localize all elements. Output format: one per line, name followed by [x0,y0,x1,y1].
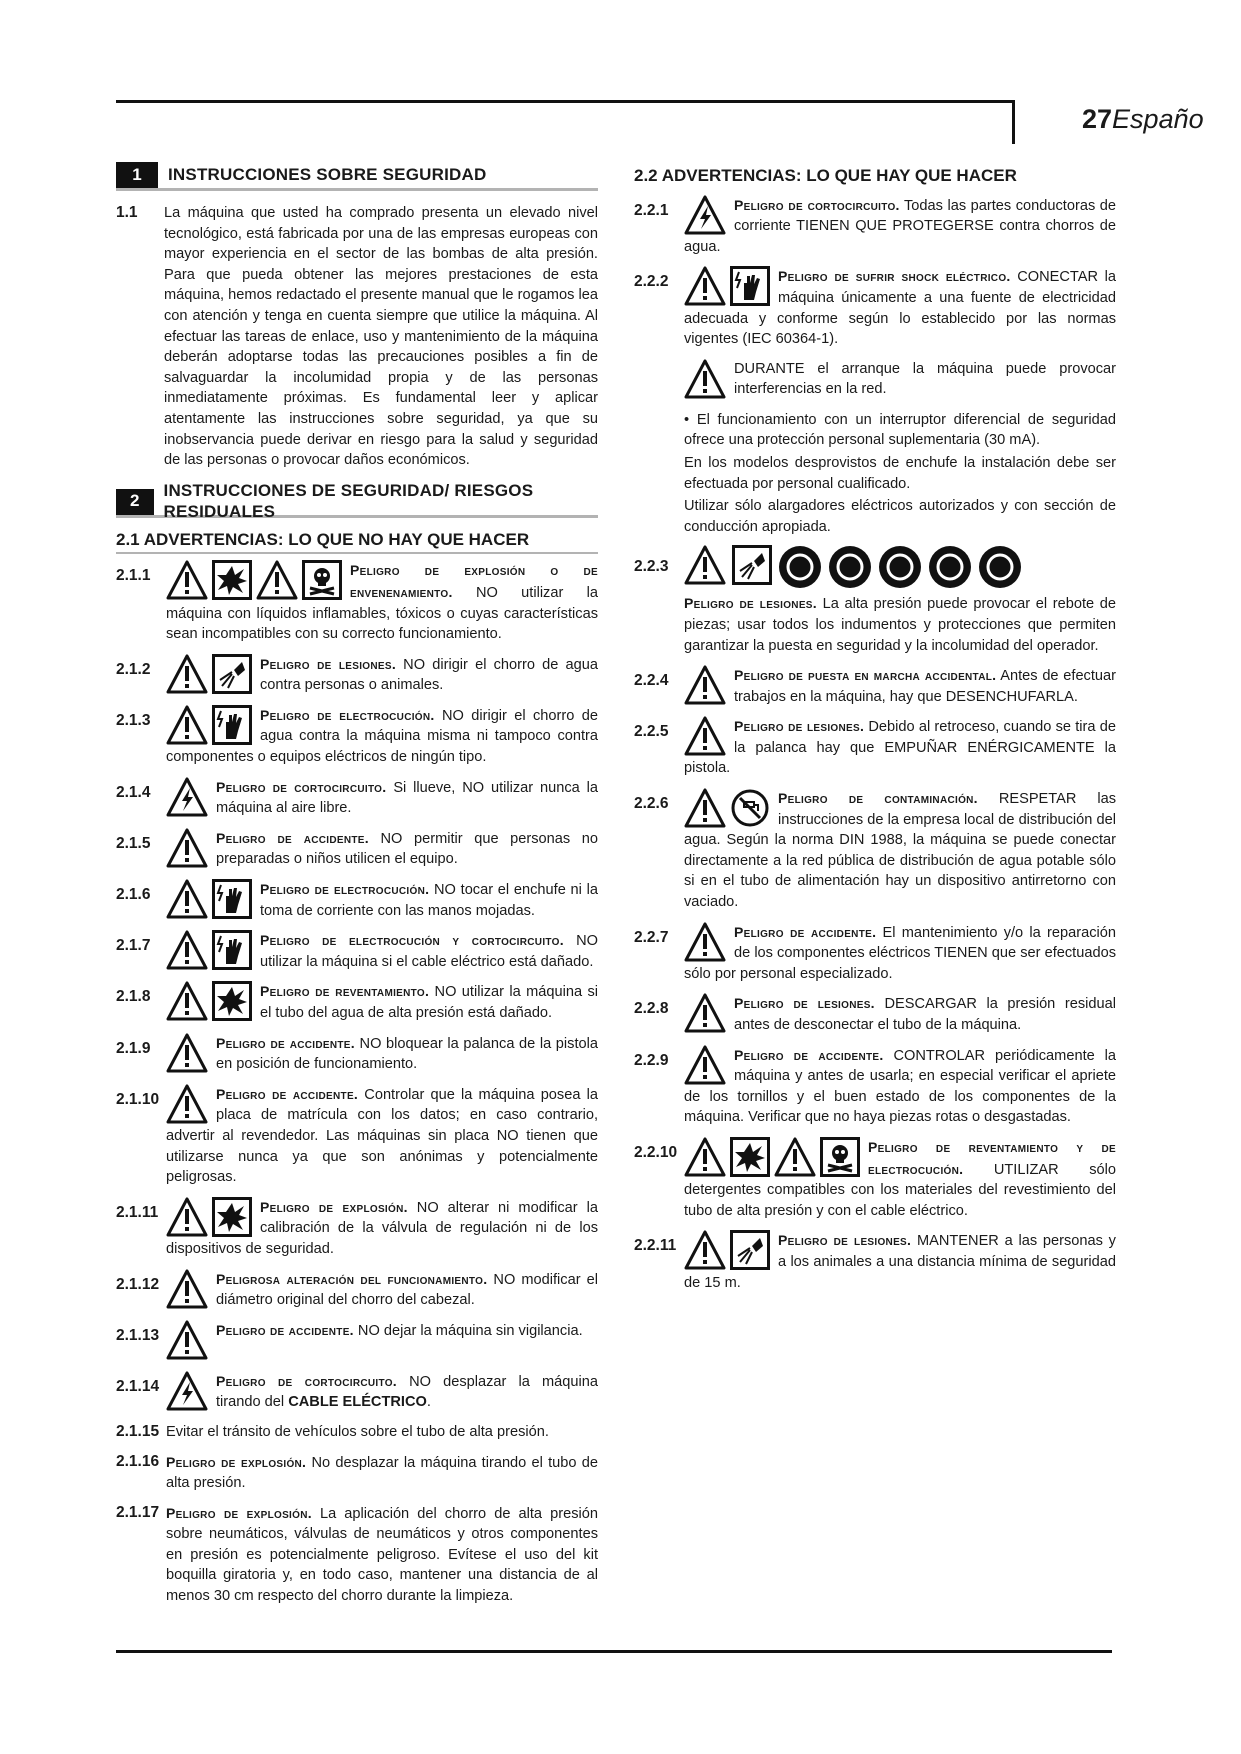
warning-item [116,777,598,819]
warning-item [116,930,598,972]
item-number: 2.1.4 [116,783,151,801]
electric-hand-icon [212,879,252,919]
item-number: 2.1.5 [116,834,151,852]
warning-item [634,195,1116,258]
item-number: 2.2.5 [634,723,669,741]
item-number: 2.1.8 [116,988,151,1006]
explosion-icon [730,1137,770,1177]
hazard-icons [684,1137,860,1177]
hazard-label: Peligro de explosión. [260,1198,408,1215]
bullet-note: • El funcionamiento con un interruptor diferencial de seguridad ofrece una protección personal suplementaria (30 mA). [684,411,1116,449]
hazard-label: Peligro de electrocución y cortocircuito. [260,932,564,949]
warning-item [116,654,598,696]
hazard-label: Peligro de contaminación. [778,790,978,807]
item-text: CONTROLAR periódicamente la máquina y antes de usarla; en especial verificar el apriete de los tornillos y el buen estado de los componentes de la máquina. Verificar que no haya piezas rotas o desgastadas. [684,1047,1116,1126]
hazard-icons [166,1084,208,1124]
item-text: NO dirigir el chorro de agua contra personas o animales. [260,656,598,694]
item-emphasis: CABLE ELÉCTRICO [288,1394,427,1411]
protective-suit-icon [778,545,822,589]
warning-item [116,1422,598,1443]
warning-item [634,922,1116,985]
right-column [634,162,1116,1302]
warning-triangle-icon [166,1084,208,1124]
water-jet-icon [730,1230,770,1270]
hazard-icons [166,560,342,600]
item-text: No desplazar la máquina tirando el tubo de alta presión. [166,1454,598,1492]
item-text: NO bloquear la palanca de la pistola en posición de funcionamiento. [216,1035,598,1073]
explosion-icon [212,981,252,1021]
warning-triangle-icon [166,879,208,919]
electric-hand-icon [212,930,252,970]
warning-triangle-icon [166,1033,208,1073]
hazard-icons [166,1197,252,1237]
item-number: 2.1.6 [116,886,151,904]
hazard-label: Peligro de reventamiento. [260,983,430,1000]
warning-item [116,981,598,1023]
electric-hand-icon [730,266,770,306]
item-number: 2.2.4 [634,672,669,690]
hazard-label: Peligro de electrocución. [260,706,435,723]
hazard-icons [166,1269,208,1309]
face-shield-icon [828,545,872,589]
ppe-icons [684,545,1116,589]
warning-triangle-icon [684,1137,726,1177]
item-text: La aplicación del chorro de alta presión sobre neumáticos, válvulas de neumáticos y otros componentes en presión es potencialmente peligroso. Evítese el uso del kit boquilla giratoria y, en todo caso, mantener una distancia de al menos 30 cm respecto del chorro durante la limpieza. [166,1505,598,1605]
hazard-icons [684,195,726,235]
warning-item [116,1371,598,1413]
warning-triangle-icon [684,922,726,962]
item-text: RESPETAR las instrucciones de la empresa local de distribución del agua. Según la norma DIN 1988, la máquina se puede conectar directamente a la red pública de distribución de agua potable sólo si en el tubo de alimentación hay un dispositivo antirretorno con vaciado. [684,791,1116,911]
hazard-icons [684,359,726,399]
hazard-label: Peligro de puesta en marcha accidental. [734,667,997,684]
hazard-icons [166,879,252,919]
section-number: 2 [116,489,154,515]
page-header [1082,104,1204,135]
hazard-label: Peligro de accidente. [216,829,369,846]
warning-item [116,705,598,768]
footer-rule [116,1650,1112,1653]
item-text: NO permitir que personas no preparadas o niños utilicen el equipo. [216,830,598,868]
hazard-icons [166,654,252,694]
subsection-title: 2.2 ADVERTENCIAS: LO QUE HAY QUE HACER [634,166,1017,185]
hazard-label: Peligro de lesiones. [778,1232,912,1249]
item-number: 2.2.7 [634,928,669,946]
hazard-label: Peligro de cortocircuito. [216,1372,397,1389]
item-number: 2.1.1 [116,567,151,585]
item-number: 2.2.9 [634,1051,669,1069]
hazard-label: Peligro de electrocución. [260,881,430,898]
item-number: 2.1.17 [116,1503,160,1521]
item-text: NO utilizar la máquina si el tubo del agua de alta presión está dañado. [260,984,598,1021]
warning-triangle-icon [774,1137,816,1177]
warning-item [116,1197,598,1260]
hazard-label: Peligro de explosión. [166,1453,307,1470]
hazard-icons [684,1230,770,1270]
warning-item [116,1084,598,1188]
warning-triangle-icon [684,545,726,585]
item-text: NO desplazar la máquina tirando del [216,1373,598,1411]
hazard-label: Peligro de accidente. [216,1321,354,1338]
poison-skull-icon [820,1137,860,1177]
item-text: El mantenimiento y/o la reparación de los componentes eléctricos TIENEN que ser efectuados sólo por personal especializado. [684,924,1116,982]
section-title: INSTRUCCIONES DE SEGURIDAD/ RIESGOS RESIDUALES [163,481,534,521]
hazard-icons [166,1320,208,1360]
hazard-label: Peligro de reventamiento y de electrocución. [868,1138,1116,1177]
electric-hand-icon [212,705,252,745]
warning-triangle-icon [166,930,208,970]
hazard-icons [684,788,770,828]
warning-item [116,1269,598,1311]
section-2-heading [116,481,598,521]
warning-triangle-icon [166,1320,208,1360]
item-text: NO utilizar la máquina si el cable eléctrico está dañado. [260,933,599,970]
warning-item [634,1045,1116,1128]
warning-triangle-icon [166,705,208,745]
intro-paragraph [116,203,598,471]
header-divider [1012,100,1015,144]
warning-triangle-icon [166,654,208,694]
hazard-icons [684,1045,726,1085]
hazard-label: Peligro de accidente. [734,1046,884,1063]
item-text: NO tocar el enchufe ni la toma de corriente con las manos mojadas. [260,882,598,919]
item-text: La alta presión puede provocar el rebote de piezas; usar todos los indumentos y protecciones que permiten garantizar la puesta en seguridad y la incolumidad del operador. [684,596,1116,654]
item-number: 2.2.1 [634,201,669,219]
hazard-icons [166,930,252,970]
warning-item [634,788,1116,913]
goggles-icon [978,545,1022,589]
item-text: CONECTAR la máquina únicamente a una fuente de electricidad adecuada y conforme según lo establecido por las normas vigentes (IEC 60364-1). [684,269,1116,348]
hazard-label: Peligro de lesiones. [734,995,875,1012]
warning-triangle-icon [166,1197,208,1237]
warning-triangle-icon [684,359,726,399]
warning-item [116,1452,598,1494]
item-text: NO utilizar la máquina con líquidos inflamables, tóxicos o cuyas características sean incompatibles con su correcto funcionamiento. [166,584,598,643]
item-number: 2.2.2 [634,273,669,291]
hazard-icons [166,828,208,868]
hazard-label: Peligro de accidente. [216,1085,359,1102]
explosion-icon [212,560,252,600]
item-number: 2.2.8 [634,1000,669,1018]
hazard-icons [684,993,726,1033]
warning-item [634,545,1116,656]
page-language: Españo [1112,104,1204,134]
hazard-label: Peligro de accidente. [734,923,877,940]
item-text: Controlar que la máquina posea la placa de matrícula con los datos; en caso contrario, advertir al revendedor. Las máquinas sin placa NO tienen que utilizarse nunca ya que son anónimas y potencialmente peligrosas. [166,1086,598,1186]
warning-triangle-icon [684,716,726,756]
item-text: Antes de efectuar trabajos en la máquina, hay que DESENCHUFARLA. [734,668,1117,705]
note-text: DURANTE el arranque la máquina puede provocar interferencias en la red. [734,360,1116,398]
hazard-icons [684,922,726,962]
hazard-icons [684,266,770,306]
item-text: NO dirigir el chorro de agua contra la máquina misma ni tampoco contra componentes o equipos eléctricos de ningún tipo. [166,707,598,766]
rebound-icon [732,545,772,585]
paragraph-number: 1.1 [116,204,138,221]
hazard-icons [166,1371,208,1411]
item-text: Evitar el tránsito de vehículos sobre el tubo de alta presión. [166,1423,549,1440]
hazard-icons [166,1033,208,1073]
electric-triangle-icon [166,1371,208,1411]
warning-item [634,993,1116,1035]
warning-item [116,1503,598,1607]
paragraph-text: La máquina que usted ha comprado presenta un elevado nivel tecnológico, está fabricada por una de las empresas europeas con mayor experiencia en el sector de las bombas de alta presión. Para que pueda obtener las mejores prestaciones de esta máquina, hemos redactado el presente manual que le rogamos lea con atención y tenga en cuenta siempre que utilice la máquina. Al efectuar las tareas de enlace, uso y mantenimiento de la máquina deberán adoptarse todas las precauciones posibles a fin de salvaguardar la incolumidad propia y de las personas inmediatamente próximas. Es fundamental leer y aplicar atentamente las instrucciones sobre seguridad, ya que su inobservancia puede derivar en riesgo para la salud y seguridad de las personas o provocar daños económicos. [164,205,598,469]
hazard-label: Peligro de cortocircuito. [734,196,900,213]
subsection-title: 2.1 ADVERTENCIAS: LO QUE NO HAY QUE HACER [116,530,598,555]
item-number: 2.1.10 [116,1090,160,1108]
explosion-icon [212,1197,252,1237]
no-tap-icon [730,788,770,828]
item-number: 2.1.15 [116,1422,160,1440]
item-text: UTILIZAR sólo detergentes compatibles con los materiales del revestimiento del tubo de alta presión y con el cable eléctrico. [684,1161,1116,1219]
water-jet-icon [212,654,252,694]
warning-item [116,879,598,921]
hazard-label: Peligro de lesiones. [684,595,817,612]
note: En los modelos desprovistos de enchufe la instalación debe ser efectuada por personal cualificado. [684,454,1116,492]
hazard-label: Peligro de sufrir shock eléctrico. [778,268,1011,285]
warning-item [634,266,1116,349]
electric-triangle-icon [166,777,208,817]
item-number: 2.2.10 [634,1143,678,1161]
warning-item [116,828,598,870]
item-text-tail: . [426,1394,431,1411]
item-text: Si llueve, NO utilizar nunca la máquina al aire libre. [216,779,599,817]
warning-triangle-icon [256,560,298,600]
hazard-icons [684,716,726,756]
warning-item [116,1033,598,1075]
warning-item [116,560,598,644]
warning-triangle-icon [166,981,208,1021]
hazard-label: Peligro de cortocircuito. [216,778,387,795]
ear-protection-icon [878,545,922,589]
item-number: 2.1.14 [116,1377,160,1395]
section-1-heading [116,162,598,191]
warning-item [116,1320,598,1362]
poison-skull-icon [302,560,342,600]
header-rule [116,100,1014,103]
item-number: 2.1.13 [116,1326,160,1344]
warning-item [634,665,1116,707]
item-text: Debido al retroceso, cuando se tira de la palanca hay que EMPUÑAR ENÉRGICAMENTE la pistola. [684,719,1116,777]
hazard-icons [166,981,252,1021]
hazard-icons [684,665,726,705]
hazard-label: Peligro de lesiones. [260,655,397,672]
item-text: NO alterar ni modificar la calibración de la válvula de regulación ni de los dispositivos de seguridad. [166,1199,598,1257]
item-text: NO modificar el diámetro original del chorro del cabezal. [216,1271,598,1309]
warning-triangle-icon [684,993,726,1033]
hazard-label: Peligro de explosión o de envenenamiento. [350,562,598,600]
section-number: 1 [116,162,158,188]
warning-triangle-icon [166,828,208,868]
warning-item [634,1230,1116,1293]
item-number: 2.1.11 [116,1203,159,1221]
note: Utilizar sólo alargadores eléctricos autorizados y con sección de conducción apropiada. [684,498,1116,535]
warning-triangle-icon [684,1045,726,1085]
hazard-label: Peligro de explosión. [166,1504,312,1521]
hazard-icons [166,705,252,745]
item-number: 2.2.3 [634,558,669,576]
warning-triangle-icon [166,1269,208,1309]
item-text: DESCARGAR la presión residual antes de desconectar el tubo de la máquina. [734,996,1116,1033]
item-number: 2.1.2 [116,660,151,678]
warning-triangle-icon [166,560,208,600]
warning-item [634,716,1116,779]
hazard-label: Peligro de lesiones. [734,718,865,735]
hazard-label: Peligrosa alteración del funcionamiento. [216,1270,488,1287]
item-text: NO dejar la máquina sin vigilancia. [353,1322,583,1339]
durante-note [634,359,1116,401]
hazard-label: Peligro de accidente. [216,1034,355,1051]
warning-triangle-icon [684,266,726,306]
warning-triangle-icon [684,1230,726,1270]
item-number: 2.2.6 [634,795,669,813]
electrical-notes [684,410,1116,538]
item-text: MANTENER a las personas y a los animales a una distancia mínima de seguridad de 15 m. [684,1233,1116,1291]
item-number: 2.1.3 [116,711,151,729]
item-number: 2.2.11 [634,1237,677,1255]
warning-triangle-icon [684,665,726,705]
item-number: 2.1.12 [116,1275,160,1293]
item-number: 2.1.16 [116,1452,160,1470]
warning-triangle-icon [684,788,726,828]
item-text: Todas las partes conductoras de corriente TIENEN QUE PROTEGERSE contra chorros de agua. [684,197,1116,255]
item-number: 2.1.9 [116,1039,151,1057]
gloves-icon [928,545,972,589]
page-number: 27 [1082,104,1113,134]
warning-item [634,1137,1116,1221]
item-number: 2.1.7 [116,937,151,955]
left-column [116,162,598,1616]
hazard-icons [166,777,208,817]
electric-triangle-icon [684,195,726,235]
section-title: INSTRUCCIONES SOBRE SEGURIDAD [168,164,487,184]
